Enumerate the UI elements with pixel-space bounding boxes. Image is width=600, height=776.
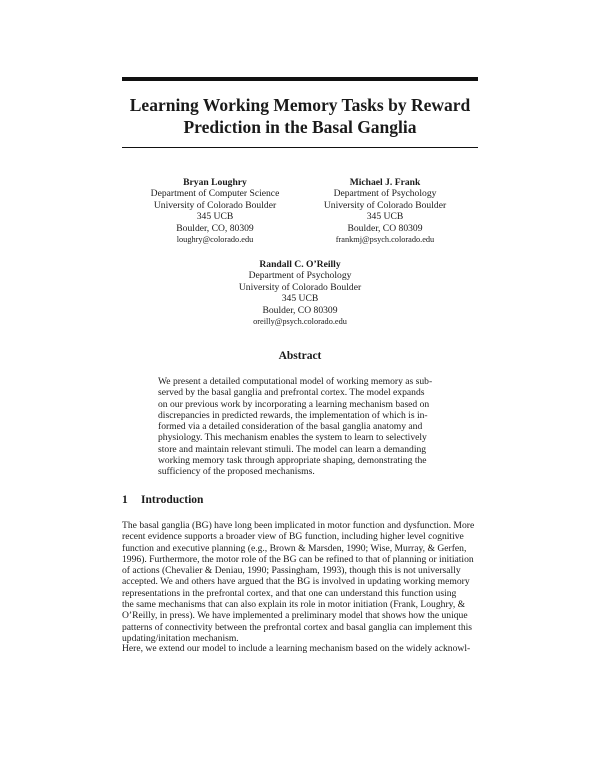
- abstract-line: discrepancies in predicted rewards, the implementation of which is in-: [158, 409, 428, 421]
- title-bottom-rule: [122, 147, 478, 148]
- author-email: frankmj@psych.colorado.edu: [335, 235, 435, 245]
- author-affiliation-line: Boulder, CO 80309: [262, 304, 338, 316]
- body-line: accepted. We and others have argued that the BG is involved in updating working memory: [122, 576, 470, 588]
- body-line: function and executive planning (e.g., Brown & Marsden, 1990; Wise, Murray, & Gerfen,: [122, 542, 467, 554]
- author-affiliation-line: University of Colorado Boulder: [238, 281, 362, 293]
- abstract-line: served by the basal ganglia and prefrontal cortex. The model expands: [158, 387, 425, 399]
- section-number: 1: [122, 494, 128, 506]
- abstract-line: sufficiency of the proposed mechanisms.: [158, 466, 315, 478]
- body-line: O’Reilly, in press). We have implemented a preliminary model that shows how the unique: [122, 610, 468, 622]
- author-email: loughry@colorado.edu: [176, 235, 254, 245]
- title-line: Learning Working Memory Tasks by Reward: [129, 95, 471, 115]
- body-line: patterns of connectivity between the prefrontal cortex and basal ganglia can implement this: [122, 621, 473, 633]
- body-line: of actions (Chevalier & Deniau, 1990; Passingham, 1993), though this is not universally: [122, 565, 461, 577]
- author-affiliation-line: University of Colorado Boulder: [153, 199, 277, 211]
- intro-paragraph-2: [122, 643, 478, 654]
- abstract-heading: Abstract: [278, 350, 322, 362]
- author-affiliation-line: 345 UCB: [281, 293, 319, 305]
- author-name: Bryan Loughry: [183, 177, 247, 188]
- abstract-body: [158, 376, 442, 478]
- author-email: oreilly@psych.colorado.edu: [253, 317, 347, 327]
- body-line: representations in the prefrontal cortex, and that one can understand this function using: [122, 587, 457, 599]
- body-line: updating/initation mechanism.: [122, 632, 239, 644]
- author-affiliation-line: University of Colorado Boulder: [323, 199, 447, 211]
- author-affiliation-line: Boulder, CO 80309: [347, 222, 423, 234]
- abstract-line: formed via a detailed consideration of the basal ganglia anatomy and: [158, 421, 423, 433]
- abstract-line: store and maintain relevant stimuli. The model can learn a demanding: [158, 443, 427, 455]
- body-line: Here, we extend our model to include a learning mechanism based on the widely acknowl-: [122, 643, 471, 654]
- title-line: Prediction in the Basal Ganglia: [183, 117, 417, 137]
- abstract-line: We present a detailed computational model of working memory as sub-: [158, 376, 433, 387]
- intro-paragraph-1: [122, 520, 478, 644]
- body-line: the same mechanisms that can also explain its role in motor initiation (Frank, Loughry, &: [122, 599, 466, 611]
- author-affiliation-line: 345 UCB: [196, 211, 234, 223]
- abstract-line: physiology. This mechanism enables the system to learn to selectively: [158, 432, 427, 444]
- title-top-rule: [122, 77, 478, 81]
- body-line: The basal ganglia (BG) have long been implicated in motor function and dysfunction. More: [122, 520, 475, 531]
- paper-title: [100, 94, 500, 138]
- author-block-frank: [285, 177, 485, 245]
- body-line: recent evidence supports a broader view of BG function, including higher level cognitive: [122, 531, 464, 543]
- author-name: Randall C. O’Reilly: [259, 259, 341, 270]
- abstract-line: working memory task through appropriate shaping, demonstrating the: [158, 455, 427, 467]
- body-line: 1996). Furthermore, the motor role of the BG can be refined to that of planning or initiation: [122, 553, 474, 565]
- author-affiliation-line: Department of Psychology: [333, 188, 437, 200]
- section-heading-introduction: [122, 494, 203, 506]
- author-affiliation-line: Department of Psychology: [248, 270, 352, 282]
- author-name: Michael J. Frank: [349, 177, 421, 188]
- abstract-line: on our previous work by incorporating a learning mechanism based on: [158, 398, 430, 410]
- author-block-oreilly: [200, 259, 400, 327]
- author-affiliation-line: 345 UCB: [366, 211, 404, 223]
- section-title: Introduction: [141, 494, 204, 506]
- author-affiliation-line: Boulder, CO, 80309: [176, 222, 254, 234]
- author-affiliation-line: Department of Computer Science: [150, 188, 280, 200]
